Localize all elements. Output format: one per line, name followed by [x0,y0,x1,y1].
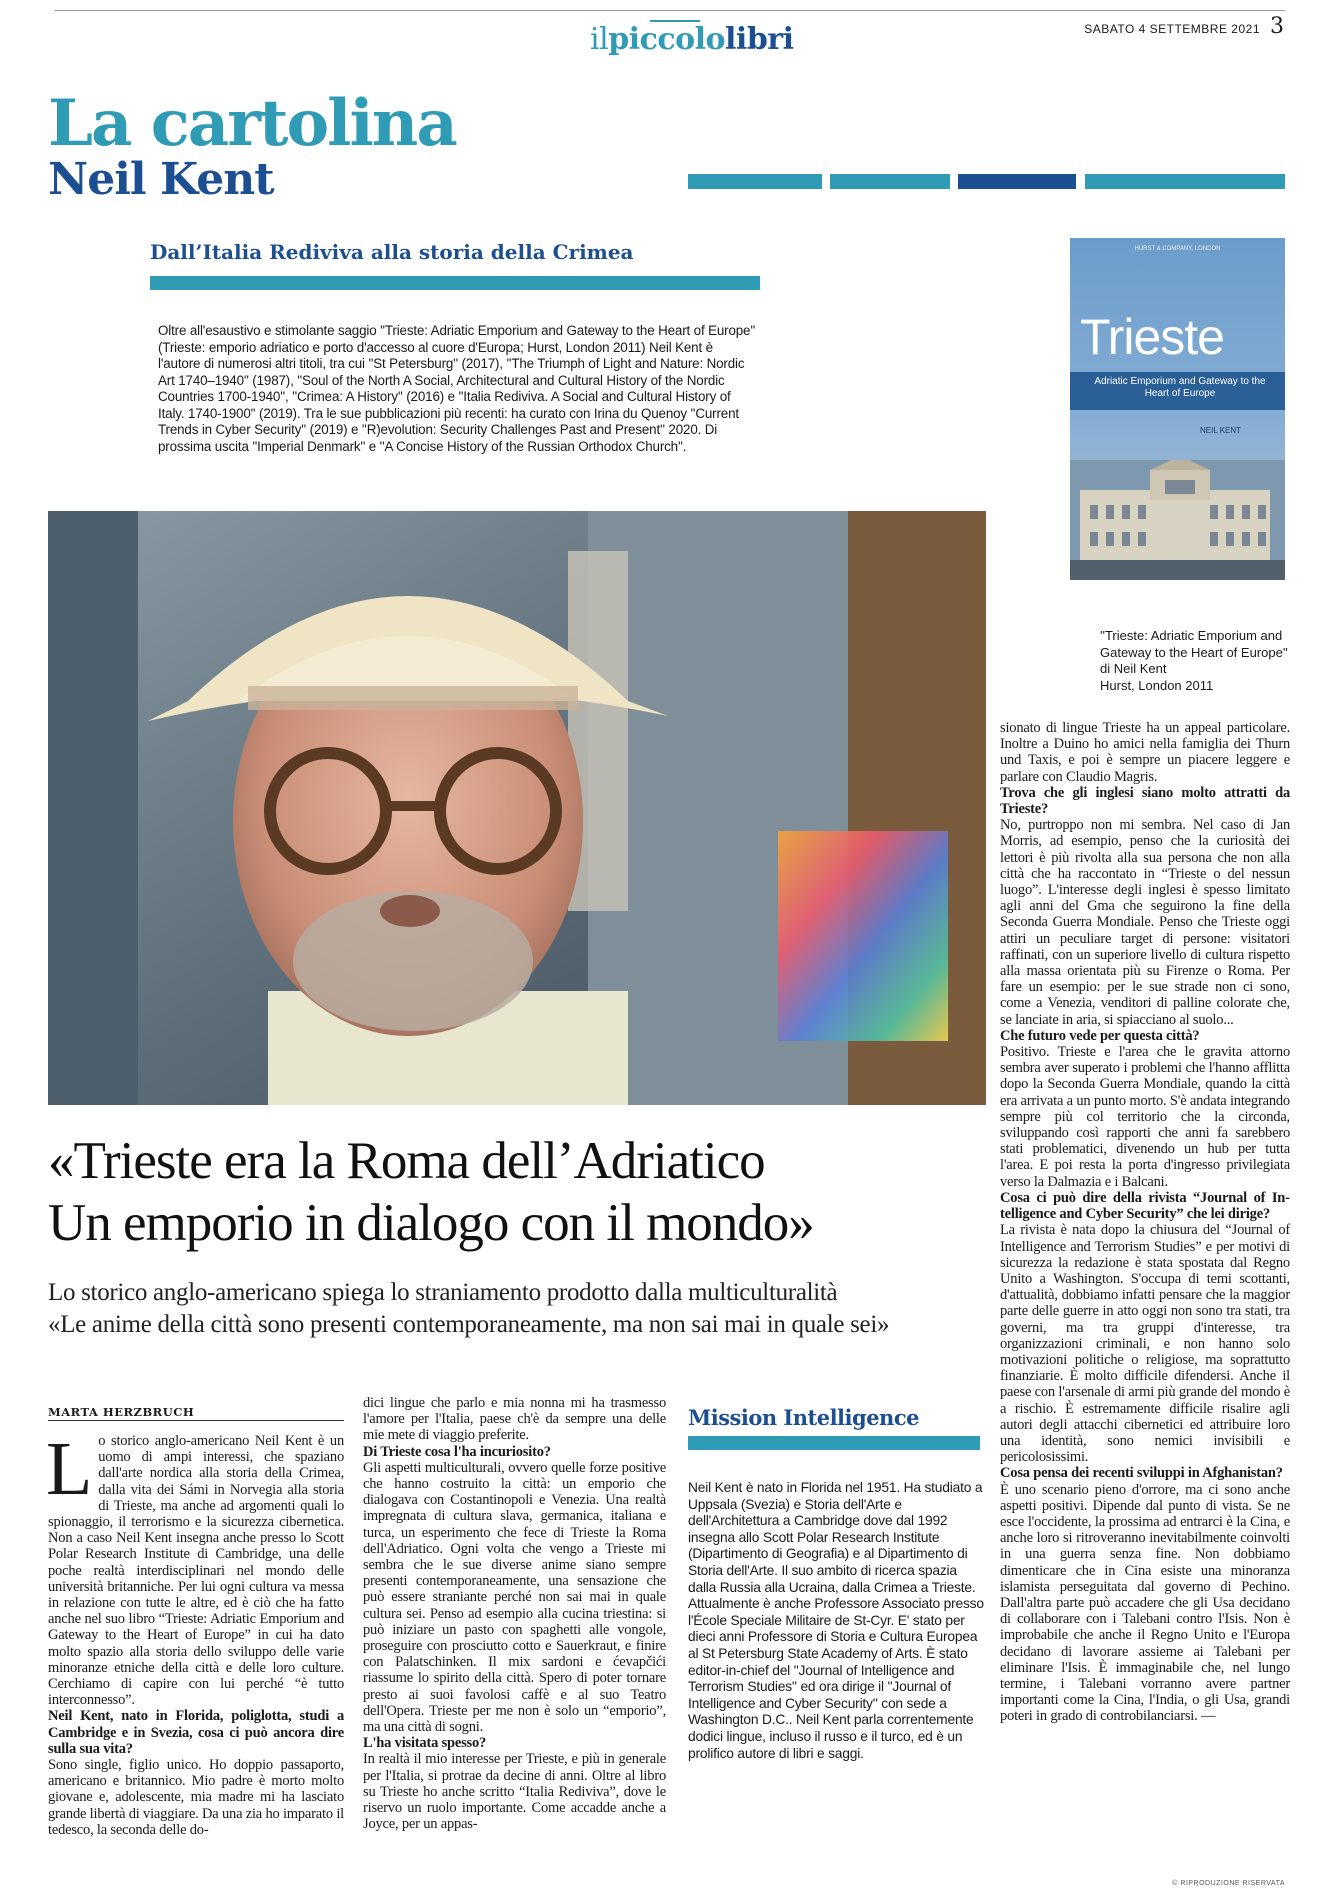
book-title: Trieste [1080,309,1224,365]
portrait-photo-illustration [48,511,986,1105]
interview-question [1000,785,1290,817]
interview-paragraph [363,1460,666,1735]
article-column-1 [46,1427,344,1838]
headline-line-1: «Trieste era la Roma dell’Adriatico [48,1132,765,1190]
masthead [0,0,1340,60]
logo-bar [650,20,700,22]
newspaper-logo[interactable] [590,22,794,57]
interview-paragraph [1000,1482,1290,1725]
deck-line-2: «Le anime della città sono presenti contemporaneamente, ma non sai mai in quale sei» [48,1311,890,1338]
paragraph-text: È uno scenario pieno d'orrore, ma ci sono anche aspetti positivi. Dipende dal punto di vista. Se ne esce l'occidente, la prossima ad entrarci è la Cina, e anche loro si ritroveranno inevitabilmente coinvolti in una guerra senza fine. Non dobbiamo dimenticare che in Cina esiste una minoranza islamista perseguitata dal governo di Pechino. Dall'altra parte può accadere che gli Usa decidano di collaborare con i Talebani contro l'Isis. Non è improbabile che anche il Regno Unito e l'Europa decidano di lavorare assieme ai Talebani per eliminare l'Isis. È immaginabile che, nel lungo termine, i Talebani vorranno avere partner importanti come la Cina, l'India, o gli Usa, grandi poteri in grado di controbilanciarsi. — [1000,1481,1290,1725]
masthead-rule [55,10,1285,11]
sidebox-text: Neil Kent è nato in Florida nel 1951. Ha studiato a Uppsala (Svezia) e Storia dell'Arte e dell'Architettura a Cambridge dove dal 1992 insegna allo Scott Polar Research Institute (Dipartimento di Geografia) e al Dipartimento di Storia dell'Arte. Il suo ambito di ricerca spazia dalla Russia alla Ucraina, dalla Crimea a Trieste. Attualmente è anche Professore Associato presso l'École Speciale Militaire de St-Cyr. E' stato per dieci anni Professore di Storia e Cultura Europea al St Petersburg State Academy of Arts. È stato editor-in-chief del ''Journal of Intelligence and Terrorism Studies'' ed ora dirige il ''Journal of Intelligence and Cyber Security'' con sede a Washington D.C.. Neil Kent parla correntemente dodici lingue, incluso il russo e il turco, ed è un prolifico autore di libri e saggi. [688,1480,984,1761]
drop-cap: L [46,1427,93,1511]
interview-paragraph [1000,1044,1290,1190]
byline-rule [48,1420,344,1421]
intro-heading-bar [150,276,760,290]
book-subtitle: Adriatic Emporium and Gateway to the Heart of Europe [1094,376,1266,399]
paragraph-text: Trova che gli inglesi siano molto attratti da Trieste? [1000,784,1290,818]
book-caption: ''Trieste: Adriatic Emporium and Gateway to the Heart of Europe'' di Neil Kent Hurst, London 2011 [1100,628,1288,693]
page-number: 3 [1270,14,1284,39]
interview-paragraph [1000,720,1290,785]
paragraph-text: L'ha visitata spesso? [363,1735,487,1752]
intro-text: Oltre all'esaustivo e stimolante saggio ''Trieste: Adriatic Emporium and Gateway to the Heart of Europe'' (Trieste: emporio adriatico e porto d'accesso al cuore d'Europa; Hurst, London 2011) Neil Kent è l'autore di numerosi altri titoli, tra cui ''St Petersburg'' (2017), ''The Triumph of Light and Nature: Nordic Art 1740–1940'' (1987), ''Soul of the North A Social, Architectural and Cultural History of the Nordic Countries 1700-1940'', ''Crimea: A History'' (2016) e ''Italia Rediviva. A Social and Cultural History of Italy. 1740-1900'' (2019). Tra le sue pubblicazioni più recenti: ha curato con Irina du Quenoy ''Current Trends in Cyber Security'' (2019) e ''R)evolution: Security Challenges Past and Present'' 2020. Di prossima uscita ''Imperial Denmark'' e ''A Concise History of the Russian Orthodox Church''. [158,323,756,454]
deck-line-1: Lo storico anglo-americano spiega lo straniamento prodotto dalla multiculturalità [48,1279,838,1306]
paragraph-text: Cosa pensa dei recenti sviluppi in Afghanistan? [1000,1465,1283,1482]
paragraph-text: Neil Kent, nato in Florida, poliglotta, studi a Cambridge e in Svezia, cosa ci può ancora dire sulla sua vita? [48,1708,344,1757]
interview-question [1000,1465,1290,1481]
logo-part-il: il [590,22,609,57]
logo-part-piccolo: piccolo [608,22,726,57]
interview-paragraph [363,1395,666,1444]
author-title: Neil Kent [48,154,274,205]
headline-line-2: Un emporio in dialogo con il mondo» [48,1194,814,1252]
paragraph-text: La rivista è nata dopo la chiusura del “Journal of Intelligence and Terrorism Studies” e per motivi di sicurezza la redazione è stata spostata dal Regno Unito a Washington. S'occupa di temi scottanti, d'attualità, dobbiamo infatti pensare che la maggior parte delle guerre in atto oggi non sono tra stati, tra governi, ma tra gruppi d'interesse, tra organizzazioni criminali, e non hanno solo motivazioni politiche o religiose, ma soprattutto finanziarie. È molto difficile difendersi. Anche il paese con l'arsenale di armi più grande del mondo è a rischio. È estremamente difficile risalire agli autori degli attacchi cibernetici ed attribuire loro una identità, sono nemici invisibili e pericolosissimi. [1000,1222,1290,1466]
article-column-4 [1000,720,1290,1725]
section-title: La cartolina [48,86,456,161]
issue-date: SABATO 4 SETTEMBRE 2021 [1084,22,1260,36]
interview-question [363,1735,666,1751]
deco-bar-2 [830,174,950,189]
paragraph-text: sionato di lingue Trieste ha un appeal particolare. Inoltre a Duino ho amici nella famiglia dei Thurn und Taxis, e poi è sempre un piacere leggere e parlare con Claudio Magris. [1000,720,1290,785]
article-deck [48,1277,998,1341]
paragraph-text: o storico anglo-americano Neil Kent è un uomo di ampi interessi, che spaziano dall'arte nordica alla storia della Crimea, dalla vita dei Sámi in Norvegia alla storia di Trieste, ma anche ad argomenti quali lo spionaggio, il terrorismo e la sicurezza cibernetica. Non a caso Neil Kent insegna anche presso lo Scott Polar Research Institute di Cambridge, una delle poche realtà interdisciplinari nel mondo delle università britanniche. Per lui ogni cultura va messa in relazione con tutte le altre, ed è ciò che ha fatto anche nel suo libro “Trieste: Adriatic Emporium and Gateway to the Heart of Europe” in cui ha dato molto spazio alla storia dello sviluppo delle varie minoranze etniche della città e delle loro culture. Cerchiamo di capire con lui perché “è tutto interconnesso”. [48,1433,344,1709]
paragraph-text: dici lingue che parlo e mia nonna mi ha trasmesso l'amore per l'Italia, paese ch'è da sempre una delle mie mete di viaggio preferite. [363,1395,666,1444]
deco-bar-1 [688,174,822,189]
article-column-2 [363,1395,666,1832]
paragraph-text: Gli aspetti multiculturali, ovvero quelle forze positive che hanno costruito la città: un emporio che dialogava con Costantinopoli e Venezia. Una realtà impregnata di cultura slava, germanica, italiana e turca, un esperimento che fece di Trieste la Roma dell'Adriatico. Ogni volta che vengo a Trieste mi sembra che le sue diverse anime siano sempre presenti contemporaneamente, una sensazione che può essere straniante perché non sai mai in quale cultura sei. Penso ad esempio alla cucina triestina: si può iniziare un pasto con spaghetti alle vongole, proseguire con prosciutto cotto e Sauerkraut, e finire con Palatschinken. Il mix sardoni e ćevapčići riassume lo spirito della città. Spero di poter tornare presto ai suoi favolosi caffè e al suo Teatro dell'Opera. Trieste per me non è solo un “emporio”, ma una città di sogni. [363,1459,666,1736]
article-byline: MARTA HERZBRUCH [48,1405,195,1419]
interview-question [1000,1190,1290,1222]
paragraph-text: Sono single, figlio unico. Ho doppio passaporto, americano e britannico. Mio padre è morto molto giovane e, adolescente, mia madre mi ha lasciato grande libertà di viaggiare. Da una zia ho imparato il tedesco, la seconda delle do- [48,1757,344,1838]
deco-bar-4 [1085,174,1285,189]
copyright-notice: © RIPRODUZIONE RISERVATA [1172,1880,1285,1887]
interview-paragraph [363,1751,666,1832]
building-illustration [1070,460,1285,580]
paragraph-text: Che futuro vede per questa città? [1000,1027,1200,1044]
logo-part-libri: libri [725,22,794,57]
sidebox-title: Mission Intelligence [688,1405,919,1430]
interview-paragraph [48,1757,344,1838]
paragraph-text: Di Trieste cosa l'ha incuriosito? [363,1443,551,1460]
interview-paragraph [1000,817,1290,1028]
book-cover[interactable] [1070,238,1285,580]
sidebox-bar [688,1436,980,1450]
article-headline [48,1130,1008,1254]
paragraph-text: No, purtroppo non mi sembra. Nel caso di Jan Morris, ad esempio, penso che la curiosità dei lettori è più rivolta alla sua persona che non alla città che ha raccontato in “Trieste o del nessun luogo”. L'interesse degli inglesi è spesso limitato agli anni del Gma che seguirono la fine della Seconda Guerra Mondiale. Penso che Trieste oggi attiri un peculiare target di persone: visitatori raffinati, con un superiore livello di cultura rispetto alla massa orientata più su Firenze o Roma. Per fare un esempio: per le sue strade non ci sono, come a Venezia, venditori di palline colorate che, se lanciate in aria, si spiacciano al suolo... [1000,817,1290,1028]
paragraph-text: Cosa ci può dire della rivista “Journal of Intelligence and Cyber Security” che lei dirige? [1000,1189,1290,1223]
paragraph-text: Positivo. Trieste e l'area che le gravita attorno sembra aver superato i problemi che l'hanno afflitta dopo la Seconda Guerra Mondiale, quando la città era arrivata a un punto morto. S'è andata integrando sempre più col territorio che la circonda, sviluppando così rapporti che anni fa sarebbero stati problematici, divenendo un hub per tutta l'area. E poi resta la porta d'ingresso privilegiata verso la Dalmazia e i Balcani. [1000,1044,1290,1190]
interview-question [1000,1028,1290,1044]
interview-question [363,1444,666,1460]
intro-heading: Dall’Italia Rediviva alla storia della Crimea [150,240,634,264]
paragraph-text: In realtà il mio interesse per Trieste, e più in generale per l'Italia, si protrae da decine di anni. Oltre al libro su Trieste ho anche scritto “Italia Rediviva”, dove le riservo un ruolo importante. Come accadde anche a Joyce, per un appas- [363,1751,666,1833]
interview-paragraph [1000,1222,1290,1465]
portrait-photo[interactable] [48,511,986,1105]
interview-question [48,1708,344,1757]
book-author: NEIL KENT [1200,426,1242,435]
book-publisher: HURST & COMPANY, LONDON [1134,246,1221,252]
interview-paragraph [46,1427,344,1709]
deco-bar-3 [958,174,1076,189]
